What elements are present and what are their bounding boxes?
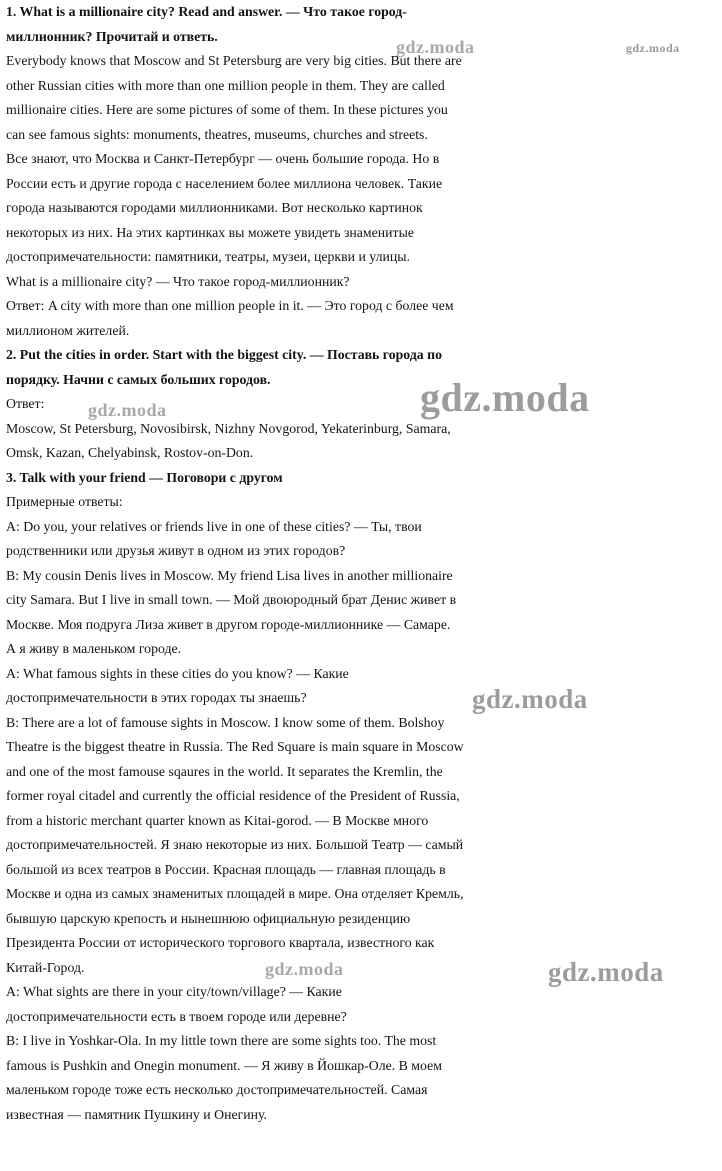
text-line: бывшую царскую крепость и нынешнюю официальную резиденцию [6, 910, 411, 926]
text-line: А я живу в маленьком городе. [6, 641, 182, 656]
text-line: Everybody knows that Moscow and St Petersburg are very big cities. But there are [6, 53, 462, 68]
text-line: Китай-Город. [6, 959, 85, 975]
heading-line: 3. Talk with your friend — Поговори с другом [6, 469, 283, 485]
text-line: Президента России от исторического торгового квартала, известного как [6, 935, 435, 950]
text-line: and one of the most famouse sqaures in the world. It separates the Kremlin, the [6, 763, 443, 779]
heading-line: 2. Put the cities in order. Start with the biggest city. — Поставь города по [6, 347, 442, 362]
text-line: достопримечательностей. Я знаю некоторые из них. Большой Театр — самый [6, 837, 464, 852]
text-line: Москве. Моя подруга Лиза живет в другом городе-миллионнике — Самаре. [6, 616, 451, 632]
watermark-bottom-mid: gdz.moda [265, 959, 344, 979]
text-line: city Samara. But I live in small town. — Мой двоюродный брат Денис живет в [6, 592, 457, 607]
text-line: from a historic merchant quarter known as Kitai-gorod. — В Москве много [6, 812, 429, 828]
text-line: other Russian cities with more than one million people in them. They are called [6, 77, 445, 93]
text-line: can see famous sights: monuments, theatres, museums, churches and streets. [6, 126, 428, 142]
watermark-top-mid: gdz.moda [396, 37, 475, 57]
text-line: B: My cousin Denis lives in Moscow. My friend Lisa lives in another millionaire [6, 567, 453, 583]
text-line: A: What sights are there in your city/town/village? — Какие [6, 984, 342, 999]
text-line: города называются городами миллионниками. Вот несколько картинок [6, 200, 423, 215]
text-line: Примерные ответы: [6, 494, 123, 509]
text-line: B: There are a lot of famouse sights in Moscow. I know some of them. Bolshoy [6, 714, 445, 730]
text-line: Theatre is the biggest theatre in Russia. The Red Square is main square in Moscow [6, 739, 464, 754]
text-line: большой из всех театров в России. Красная площадь — главная площадь в [6, 861, 446, 877]
text-line: маленьком городе тоже есть несколько достопримечательностей. Самая [6, 1082, 428, 1097]
text-line: достопримечательности есть в твоем городе или деревне? [6, 1008, 347, 1024]
text-line: Moscow, St Petersburg, Novosibirsk, Nizhny Novgorod, Yekaterinburg, Samara, [6, 420, 451, 436]
watermark-answer-big: gdz.moda [420, 375, 590, 420]
text-line: B: I live in Yoshkar-Ola. In my little town there are some sights too. The most [6, 1033, 437, 1048]
text-line: A: Do you, your relatives or friends live in one of these cities? — Ты, твои [6, 518, 422, 534]
text-line: former royal citadel and currently the official residence of the President of Russia, [6, 788, 460, 803]
watermark-top-right: gdz.moda [626, 41, 680, 55]
text-line: родственники или друзья живут в одном из этих городов? [6, 543, 346, 558]
text-line: Все знают, что Москва и Санкт-Петербург — очень большие города. Но в [6, 151, 440, 166]
watermark-answer-small: gdz.moda [88, 400, 167, 420]
text-line: A: What famous sights in these cities do you know? — Какие [6, 665, 349, 681]
text-line: Ответ: [6, 396, 45, 411]
heading-line: миллионник? Прочитай и ответь. [6, 28, 218, 44]
text-line: миллионом жителей. [6, 322, 130, 338]
text-line: Omsk, Kazan, Chelyabinsk, Rostov-on-Don. [6, 445, 254, 460]
text-line: famous is Pushkin and Onegin monument. — Я живу в Йошкар-Оле. В моем [6, 1057, 442, 1073]
text-line: достопримечательности в этих городах ты знаешь? [6, 690, 307, 705]
text-line: некоторых из них. На этих картинках вы можете увидеть знаменитые [6, 224, 414, 240]
text-line: What is a millionaire city? — Что такое город-миллионник? [6, 273, 350, 289]
text-line: millionaire cities. Here are some pictures of some of them. In these pictures you [6, 102, 448, 117]
text-line: России есть и другие города с населением более миллиона человек. Такие [6, 175, 443, 191]
text-line: достопримечательности: памятники, театры, музеи, церкви и улицы. [6, 249, 410, 264]
text-line: известная — памятник Пушкину и Онегину. [6, 1106, 267, 1122]
text-line: Ответ: A city with more than one million people in it. — Это город с более чем [6, 298, 454, 313]
watermark-middle: gdz.moda [472, 684, 588, 714]
heading-line: порядку. Начни с самых больших городов. [6, 371, 271, 387]
text-line: Москве и одна из самых знаменитых площадей в мире. Она отделяет Кремль, [6, 886, 464, 901]
heading-line: 1. What is a millionaire city? Read and answer. — Что такое город- [6, 4, 407, 19]
watermark-bottom-right: gdz.moda [548, 957, 664, 987]
